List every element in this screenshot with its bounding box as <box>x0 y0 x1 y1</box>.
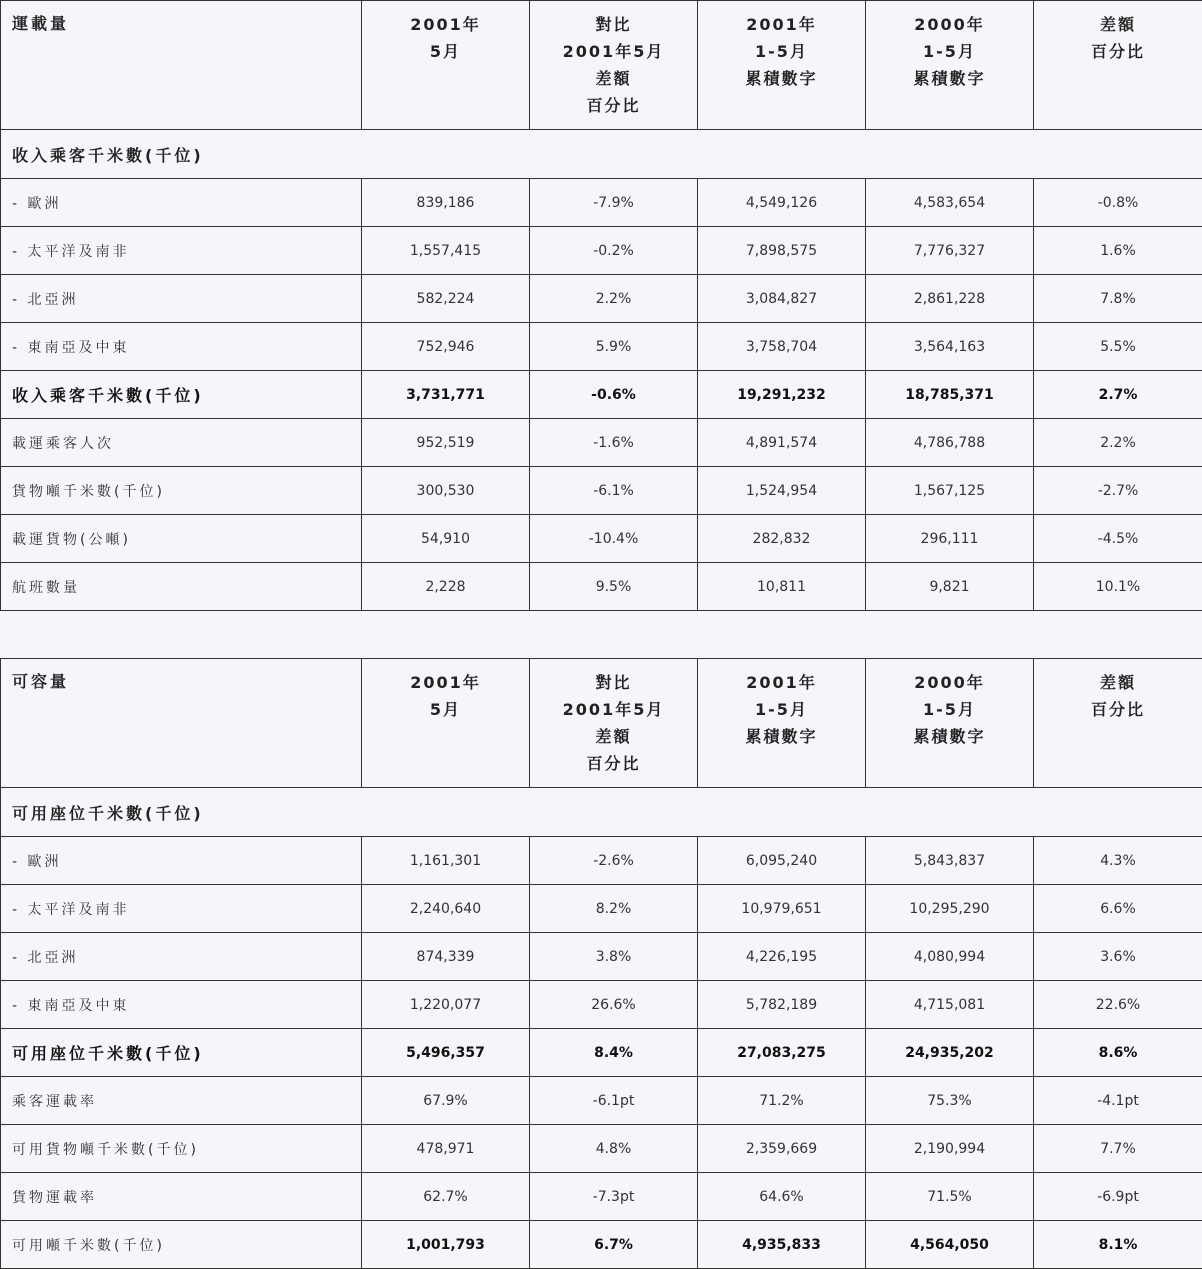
capacity-table-title: 可容量 <box>1 659 362 788</box>
row-label: - 太平洋及南非 <box>1 227 362 275</box>
column-header-line: 2001年 <box>746 15 817 34</box>
row-value: 10,811 <box>698 563 866 611</box>
row-value: 67.9% <box>362 1077 530 1125</box>
traffic-table-body <box>1 1 1202 611</box>
traffic-table <box>0 0 1202 611</box>
row-value: 5.5% <box>1034 323 1202 371</box>
table-row <box>1 981 1202 1029</box>
row-value: 9.5% <box>530 563 698 611</box>
row-value: 3.6% <box>1034 933 1202 981</box>
column-header-line: 累積數字 <box>745 69 818 88</box>
row-label: 可用貨物噸千米數(千位) <box>1 1125 362 1173</box>
column-header <box>1034 659 1202 788</box>
table-row <box>1 1077 1202 1125</box>
column-header-line: 2001年 <box>746 673 817 692</box>
row-value: 71.2% <box>698 1077 866 1125</box>
row-value: 3,564,163 <box>866 323 1034 371</box>
row-value: 5,843,837 <box>866 837 1034 885</box>
row-value: -0.2% <box>530 227 698 275</box>
row-value: 3.8% <box>530 933 698 981</box>
row-value: -0.8% <box>1034 179 1202 227</box>
row-value: 22.6% <box>1034 981 1202 1029</box>
column-header <box>530 659 698 788</box>
table-row <box>1 179 1202 227</box>
row-value: 2,861,228 <box>866 275 1034 323</box>
row-value: 7.8% <box>1034 275 1202 323</box>
row-value: 7,898,575 <box>698 227 866 275</box>
row-value: 4,226,195 <box>698 933 866 981</box>
row-label: - 北亞洲 <box>1 275 362 323</box>
row-label: 可用噸千米數(千位) <box>1 1221 362 1269</box>
column-header <box>866 659 1034 788</box>
row-label: - 東南亞及中東 <box>1 981 362 1029</box>
column-header-line: 差額 <box>595 69 632 88</box>
column-header-line: 百分比 <box>586 96 641 115</box>
traffic-section-row <box>1 130 1202 179</box>
row-value: 1.6% <box>1034 227 1202 275</box>
table-row <box>1 467 1202 515</box>
table-row <box>1 885 1202 933</box>
row-value: 1,161,301 <box>362 837 530 885</box>
table-row <box>1 1221 1202 1269</box>
row-value: -4.1pt <box>1034 1077 1202 1125</box>
row-value: 27,083,275 <box>698 1029 866 1077</box>
row-value: 300,530 <box>362 467 530 515</box>
row-value: 4.3% <box>1034 837 1202 885</box>
capacity-table <box>0 658 1202 1269</box>
row-value: 8.6% <box>1034 1029 1202 1077</box>
row-value: 2,228 <box>362 563 530 611</box>
row-label: 可用座位千米數(千位) <box>1 1029 362 1077</box>
row-value: 9,821 <box>866 563 1034 611</box>
row-value: -7.3pt <box>530 1173 698 1221</box>
column-header-line: 2000年 <box>914 15 985 34</box>
row-value: -2.7% <box>1034 467 1202 515</box>
table-row <box>1 515 1202 563</box>
row-value: 71.5% <box>866 1173 1034 1221</box>
row-value: 3,758,704 <box>698 323 866 371</box>
row-value: 10,979,651 <box>698 885 866 933</box>
row-value: 5.9% <box>530 323 698 371</box>
row-label: 收入乘客千米數(千位) <box>1 371 362 419</box>
column-header <box>1034 1 1202 130</box>
table-row <box>1 323 1202 371</box>
column-header <box>866 1 1034 130</box>
row-label: - 北亞洲 <box>1 933 362 981</box>
row-value: 10.1% <box>1034 563 1202 611</box>
row-value: 26.6% <box>530 981 698 1029</box>
column-header-line: 5月 <box>429 42 462 61</box>
row-value: 54,910 <box>362 515 530 563</box>
row-value: 582,224 <box>362 275 530 323</box>
table-row <box>1 419 1202 467</box>
row-value: -6.9pt <box>1034 1173 1202 1221</box>
column-header-line: 累積數字 <box>913 727 986 746</box>
row-value: 8.2% <box>530 885 698 933</box>
row-value: 64.6% <box>698 1173 866 1221</box>
column-header <box>530 1 698 130</box>
row-label: 貨物運載率 <box>1 1173 362 1221</box>
row-value: 3,084,827 <box>698 275 866 323</box>
table-row <box>1 1029 1202 1077</box>
row-value: 2.2% <box>1034 419 1202 467</box>
column-header-line: 對比 <box>595 673 632 692</box>
row-value: 6,095,240 <box>698 837 866 885</box>
row-value: 952,519 <box>362 419 530 467</box>
column-header-line: 累積數字 <box>913 69 986 88</box>
row-value: 752,946 <box>362 323 530 371</box>
row-value: 4,786,788 <box>866 419 1034 467</box>
capacity-section-row <box>1 788 1202 837</box>
row-value: 4,891,574 <box>698 419 866 467</box>
table-row <box>1 1125 1202 1173</box>
column-header-line: 百分比 <box>1090 42 1145 61</box>
column-header-line: 1-5月 <box>923 42 976 61</box>
row-value: 7,776,327 <box>866 227 1034 275</box>
row-value: 8.4% <box>530 1029 698 1077</box>
row-value: 4,583,654 <box>866 179 1034 227</box>
row-value: 2.7% <box>1034 371 1202 419</box>
row-value: 4,564,050 <box>866 1221 1034 1269</box>
row-label: - 歐洲 <box>1 179 362 227</box>
column-header-line: 2001年 <box>410 15 481 34</box>
table-row <box>1 227 1202 275</box>
row-value: 1,567,125 <box>866 467 1034 515</box>
column-header-line: 百分比 <box>1090 700 1145 719</box>
row-value: 62.7% <box>362 1173 530 1221</box>
row-value: 75.3% <box>866 1077 1034 1125</box>
row-value: 282,832 <box>698 515 866 563</box>
table-row <box>1 837 1202 885</box>
capacity-header-row <box>1 659 1202 788</box>
capacity-table-body <box>1 659 1202 1269</box>
row-value: 19,291,232 <box>698 371 866 419</box>
row-value: -10.4% <box>530 515 698 563</box>
column-header <box>698 1 866 130</box>
row-value: 24,935,202 <box>866 1029 1034 1077</box>
column-header-line: 累積數字 <box>745 727 818 746</box>
row-label: 載運乘客人次 <box>1 419 362 467</box>
row-value: 1,001,793 <box>362 1221 530 1269</box>
column-header-line: 2001年 <box>410 673 481 692</box>
row-label: - 歐洲 <box>1 837 362 885</box>
column-header-line: 2001年5月 <box>562 700 665 719</box>
row-value: 8.1% <box>1034 1221 1202 1269</box>
traffic-header-row <box>1 1 1202 130</box>
row-label: 航班數量 <box>1 563 362 611</box>
row-value: 5,782,189 <box>698 981 866 1029</box>
traffic-table-title: 運載量 <box>1 1 362 130</box>
row-value: 478,971 <box>362 1125 530 1173</box>
column-header-line: 差額 <box>1099 15 1136 34</box>
row-value: -2.6% <box>530 837 698 885</box>
row-value: -6.1pt <box>530 1077 698 1125</box>
row-value: 7.7% <box>1034 1125 1202 1173</box>
row-value: -6.1% <box>530 467 698 515</box>
row-value: 2,190,994 <box>866 1125 1034 1173</box>
column-header-line: 1-5月 <box>923 700 976 719</box>
column-header-line: 差額 <box>1099 673 1136 692</box>
row-value: 1,557,415 <box>362 227 530 275</box>
row-label: - 東南亞及中東 <box>1 323 362 371</box>
row-value: 10,295,290 <box>866 885 1034 933</box>
row-value: 4,935,833 <box>698 1221 866 1269</box>
row-value: 2,359,669 <box>698 1125 866 1173</box>
column-header-line: 1-5月 <box>755 42 808 61</box>
section-heading: 可用座位千米數(千位) <box>1 788 1202 837</box>
row-value: 4,715,081 <box>866 981 1034 1029</box>
row-value: 18,785,371 <box>866 371 1034 419</box>
row-label: 載運貨物(公噸) <box>1 515 362 563</box>
row-value: 5,496,357 <box>362 1029 530 1077</box>
column-header <box>362 659 530 788</box>
row-value: 874,339 <box>362 933 530 981</box>
row-value: 3,731,771 <box>362 371 530 419</box>
row-value: 4,549,126 <box>698 179 866 227</box>
row-label: 乘客運載率 <box>1 1077 362 1125</box>
column-header <box>362 1 530 130</box>
column-header-line: 百分比 <box>586 754 641 773</box>
row-value: 1,220,077 <box>362 981 530 1029</box>
table-row <box>1 563 1202 611</box>
row-value: 2.2% <box>530 275 698 323</box>
row-value: 2,240,640 <box>362 885 530 933</box>
row-value: -4.5% <box>1034 515 1202 563</box>
column-header-line: 2001年5月 <box>562 42 665 61</box>
row-value: 4,080,994 <box>866 933 1034 981</box>
column-header-line: 5月 <box>429 700 462 719</box>
column-header-line: 對比 <box>595 15 632 34</box>
row-label: - 太平洋及南非 <box>1 885 362 933</box>
column-header-line: 2000年 <box>914 673 985 692</box>
row-value: -7.9% <box>530 179 698 227</box>
row-value: 296,111 <box>866 515 1034 563</box>
section-heading: 收入乘客千米數(千位) <box>1 130 1202 179</box>
table-row <box>1 1173 1202 1221</box>
row-value: 6.7% <box>530 1221 698 1269</box>
column-header <box>698 659 866 788</box>
row-label: 貨物噸千米數(千位) <box>1 467 362 515</box>
column-header-line: 差額 <box>595 727 632 746</box>
row-value: 1,524,954 <box>698 467 866 515</box>
row-value: -0.6% <box>530 371 698 419</box>
table-row <box>1 933 1202 981</box>
table-row <box>1 371 1202 419</box>
row-value: 839,186 <box>362 179 530 227</box>
column-header-line: 1-5月 <box>755 700 808 719</box>
row-value: 6.6% <box>1034 885 1202 933</box>
row-value: 4.8% <box>530 1125 698 1173</box>
row-value: -1.6% <box>530 419 698 467</box>
table-row <box>1 275 1202 323</box>
